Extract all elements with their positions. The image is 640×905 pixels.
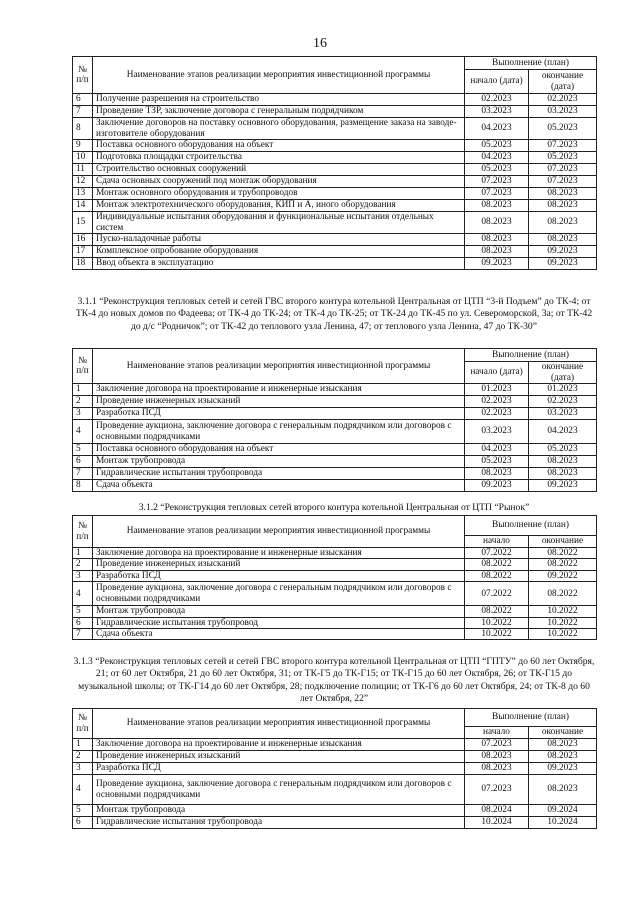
row-end-date: 08.2023: [529, 234, 597, 246]
row-number: 6: [73, 817, 93, 829]
row-start-date: 07.2022: [465, 582, 529, 606]
row-stage-name: Проведение инженерных изысканий: [93, 751, 465, 763]
row-end-date: 10.2022: [529, 617, 597, 628]
row-stage-name: Проведение аукциона, заключение договора с генеральным подрядчиком или договоров с основными подрядчиками: [93, 582, 465, 606]
row-stage-name: Проведение ТЗР, заключение договора с генеральным подрядчиком: [93, 106, 465, 118]
table-row: [73, 751, 597, 763]
row-stage-name: Монтаж трубопровода: [93, 456, 465, 468]
table-row: [73, 246, 597, 258]
row-start-date: 10.2022: [465, 617, 529, 628]
row-end-date: 09.2022: [529, 570, 597, 581]
row-end-date: 08.2023: [529, 775, 597, 805]
header-end: окончание: [529, 536, 597, 548]
row-start-date: 02.2023: [465, 94, 529, 106]
table-row: [73, 188, 597, 200]
row-start-date: 10.2024: [465, 817, 529, 829]
row-end-date: 02.2023: [529, 94, 597, 106]
table-row: [73, 570, 597, 581]
row-end-date: 08.2023: [529, 200, 597, 212]
row-number: 5: [73, 444, 93, 456]
row-number: 18: [73, 258, 93, 270]
schedule-table-1: [72, 56, 597, 270]
row-number: 10: [73, 152, 93, 164]
table-row: [73, 468, 597, 480]
header-start: начало: [465, 536, 529, 548]
row-end-date: 01.2023: [529, 384, 597, 396]
row-stage-name: Сдача объекта: [93, 629, 465, 640]
row-end-date: 02.2023: [529, 396, 597, 408]
header-name: Наименование этапов реализации мероприятия инвестиционной программы: [93, 709, 465, 739]
row-number: 6: [73, 94, 93, 106]
table-body: [73, 384, 597, 492]
row-stage-name: Проведение аукциона, заключение договора с генеральным подрядчиком или договоров с основными подрядчиками: [93, 775, 465, 805]
row-end-date: 08.2022: [529, 559, 597, 570]
row-end-date: 07.2023: [529, 176, 597, 188]
row-number: 11: [73, 164, 93, 176]
row-start-date: 08.2022: [465, 559, 529, 570]
header-name: Наименование этапов реализации мероприятия инвестиционной программы: [93, 516, 465, 548]
header-num: № п/п: [73, 516, 93, 548]
row-end-date: 03.2023: [529, 408, 597, 420]
row-end-date: 09.2024: [529, 805, 597, 817]
header-start: начало: [465, 727, 529, 739]
row-stage-name: Пуско-наладочные работы: [93, 234, 465, 246]
row-number: 14: [73, 200, 93, 212]
table-row: [73, 775, 597, 805]
row-number: 15: [73, 212, 93, 234]
row-stage-name: Гидравлические испытания трубопровода: [93, 468, 465, 480]
table-row: [73, 559, 597, 570]
row-end-date: 08.2022: [529, 582, 597, 606]
row-number: 4: [73, 775, 93, 805]
row-start-date: 07.2023: [465, 176, 529, 188]
table-row: [73, 408, 597, 420]
table-body: [73, 548, 597, 640]
header-start: начало (дата): [465, 70, 529, 94]
header-num: № п/п: [73, 349, 93, 384]
row-start-date: 08.2023: [465, 234, 529, 246]
row-number: 5: [73, 805, 93, 817]
row-number: 7: [73, 468, 93, 480]
row-stage-name: Заключение договоров на поставку основного оборудования, размещение заказа на заводе-изготовителе оборудования: [93, 118, 465, 140]
row-stage-name: Строительство основных сооружений: [93, 164, 465, 176]
row-start-date: 03.2023: [465, 420, 529, 444]
table-row: [73, 629, 597, 640]
row-start-date: 08.2023: [465, 763, 529, 775]
table-row: [73, 420, 597, 444]
row-number: 8: [73, 480, 93, 492]
row-stage-name: Заключение договора на проектирование и инженерные изыскания: [93, 548, 465, 559]
table-row: [73, 118, 597, 140]
row-end-date: 03.2023: [529, 106, 597, 118]
row-stage-name: Заключение договора на проектирование и инженерные изыскания: [93, 739, 465, 751]
header-end: окончание (дата): [529, 362, 597, 384]
row-stage-name: Разработка ПСД: [93, 763, 465, 775]
row-start-date: 07.2023: [465, 188, 529, 200]
row-end-date: 08.2023: [529, 456, 597, 468]
table-row: [73, 817, 597, 829]
schedule-table-4: [72, 708, 597, 829]
row-start-date: 08.2023: [465, 751, 529, 763]
row-number: 3: [73, 763, 93, 775]
table-row: [73, 200, 597, 212]
row-start-date: 08.2023: [465, 468, 529, 480]
row-end-date: 05.2023: [529, 118, 597, 140]
header-exec: Выполнение (план): [465, 57, 597, 70]
row-start-date: 05.2023: [465, 140, 529, 152]
row-start-date: 10.2022: [465, 629, 529, 640]
row-stage-name: Монтаж электротехнического оборудования, КИП и А, иного оборудования: [93, 200, 465, 212]
row-stage-name: Гидравлические испытания трубопровода: [93, 817, 465, 829]
row-number: 1: [73, 384, 93, 396]
row-number: 3: [73, 408, 93, 420]
row-stage-name: Разработка ПСД: [93, 408, 465, 420]
row-start-date: 04.2023: [465, 152, 529, 164]
table-row: [73, 456, 597, 468]
row-end-date: 04.2023: [529, 420, 597, 444]
row-stage-name: Гидравлические испытания трубопровод: [93, 617, 465, 628]
row-end-date: 08.2022: [529, 548, 597, 559]
table-row: [73, 234, 597, 246]
table-row: [73, 258, 597, 270]
header-end: окончание (дата): [529, 70, 597, 94]
table-row: [73, 617, 597, 628]
header-exec: Выполнение (план): [465, 709, 597, 727]
row-number: 17: [73, 246, 93, 258]
row-stage-name: Поставка основного оборудования на объект: [93, 444, 465, 456]
row-stage-name: Получение разрешения на строительство: [93, 94, 465, 106]
table-row: [73, 396, 597, 408]
schedule-table-2: [72, 348, 597, 492]
section-caption-3-1-2: 3.1.2 “Реконструкция тепловых сетей второго контура котельной Центральная от ЦТП “Рынок”: [138, 502, 530, 513]
table-row: [73, 152, 597, 164]
row-number: 13: [73, 188, 93, 200]
table-block-2: [72, 348, 597, 492]
table-row: [73, 140, 597, 152]
row-stage-name: Комплексное опробование оборудования: [93, 246, 465, 258]
row-end-date: 09.2023: [529, 258, 597, 270]
row-end-date: 05.2023: [529, 444, 597, 456]
row-stage-name: Проведение инженерных изысканий: [93, 396, 465, 408]
row-number: 7: [73, 629, 93, 640]
row-start-date: 03.2023: [465, 106, 529, 118]
row-end-date: 09.2023: [529, 763, 597, 775]
table-row: [73, 176, 597, 188]
row-number: 4: [73, 420, 93, 444]
schedule-table-3: [72, 515, 597, 640]
row-start-date: 08.2024: [465, 805, 529, 817]
header-name: Наименование этапов реализации мероприятия инвестиционной программы: [93, 349, 465, 384]
row-end-date: 09.2023: [529, 480, 597, 492]
table-row: [73, 606, 597, 617]
row-start-date: 08.2023: [465, 212, 529, 234]
row-end-date: 08.2023: [529, 188, 597, 200]
row-number: 9: [73, 140, 93, 152]
page-number: 16: [313, 36, 327, 51]
row-start-date: 08.2022: [465, 570, 529, 581]
row-start-date: 05.2023: [465, 456, 529, 468]
row-stage-name: Монтаж трубопровода: [93, 805, 465, 817]
row-number: 4: [73, 582, 93, 606]
row-stage-name: Монтаж трубопровода: [93, 606, 465, 617]
row-end-date: 07.2023: [529, 164, 597, 176]
header-end: окончание: [529, 727, 597, 739]
table-row: [73, 739, 597, 751]
table-row: [73, 763, 597, 775]
row-stage-name: Проведение инженерных изысканий: [93, 559, 465, 570]
row-end-date: 08.2023: [529, 751, 597, 763]
row-end-date: 10.2024: [529, 817, 597, 829]
row-number: 12: [73, 176, 93, 188]
row-stage-name: Проведение аукциона, заключение договора с генеральным подрядчиком или договоров с основными подрядчиками: [93, 420, 465, 444]
row-start-date: 09.2023: [465, 258, 529, 270]
header-exec: Выполнение (план): [465, 349, 597, 362]
row-start-date: 08.2022: [465, 606, 529, 617]
row-stage-name: Индивидуальные испытания оборудования и функциональные испытания отдельных систем: [93, 212, 465, 234]
row-number: 3: [73, 570, 93, 581]
row-stage-name: Подготовка площадки строительства: [93, 152, 465, 164]
row-stage-name: Монтаж основного оборудования и трубопроводов: [93, 188, 465, 200]
section-caption-3-1-3: 3.1.3 “Реконструкция тепловых сетей и сетей ГВС второго контура котельной Центральная от ЦТП “ГПТУ” до 60 лет Октября, 21; от 60 лет Октября, 21 до 60 лет Октября, 31; от ТК-Г5 до ТК-Г15; от ТК-Г15 до 60 лет Октября, 26; от ТК-Г15 до музыкальной школы; от ТК-Г14 до 60 лет Октября, 28; подключение полиции; от ТК-Г6 до 60 лет Октября, 24; от ТК-8 до 60 лет Октября, 22”: [73, 656, 595, 705]
row-end-date: 08.2023: [529, 212, 597, 234]
row-stage-name: Заключение договора на проектирование и инженерные изыскания: [93, 384, 465, 396]
row-start-date: 07.2022: [465, 548, 529, 559]
row-number: 6: [73, 456, 93, 468]
header-name: Наименование этапов реализации мероприятия инвестиционной программы: [93, 57, 465, 94]
row-stage-name: Ввод объекта в эксплуатацию: [93, 258, 465, 270]
row-stage-name: Сдача объекта: [93, 480, 465, 492]
section-caption-3-1-1: 3.1.1 “Реконструкция тепловых сетей и сетей ГВС второго контура котельной Центральная от ЦТП “3-й Подъем” до ТК-4; от ТК-4 до новых домов по Фадеева; от ТК-4 до ТК-24; от ТК-4 до ТК-25; от ТК-24 до ТК-45 по ул. Североморской, 3а; от ТК-42 до д/с “Родничок”; от ТК-42 до теплового узла Ленина, 47; от теплового узла Ленина, 47 до ТК-30”: [75, 296, 593, 332]
table-row: [73, 212, 597, 234]
table-row: [73, 164, 597, 176]
table-row: [73, 582, 597, 606]
row-end-date: 10.2022: [529, 606, 597, 617]
row-number: 2: [73, 396, 93, 408]
row-start-date: 08.2023: [465, 246, 529, 258]
row-number: 1: [73, 548, 93, 559]
table-block-3: [72, 515, 597, 640]
table-block-1: [72, 56, 597, 270]
header-start: начало (дата): [465, 362, 529, 384]
row-start-date: 09.2023: [465, 480, 529, 492]
table-body: [73, 739, 597, 829]
row-start-date: 01.2023: [465, 384, 529, 396]
row-number: 5: [73, 606, 93, 617]
row-start-date: 07.2023: [465, 739, 529, 751]
row-number: 2: [73, 559, 93, 570]
row-stage-name: Сдача основных сооружений под монтаж оборудования: [93, 176, 465, 188]
table-body: [73, 94, 597, 270]
row-start-date: 07.2023: [465, 775, 529, 805]
header-num: № п/п: [73, 57, 93, 94]
row-end-date: 08.2023: [529, 468, 597, 480]
row-start-date: 04.2023: [465, 118, 529, 140]
table-row: [73, 480, 597, 492]
table-row: [73, 805, 597, 817]
header-num: № п/п: [73, 709, 93, 739]
row-number: 16: [73, 234, 93, 246]
row-number: 1: [73, 739, 93, 751]
row-start-date: 02.2023: [465, 396, 529, 408]
row-stage-name: Поставка основного оборудования на объект: [93, 140, 465, 152]
row-start-date: 02.2023: [465, 408, 529, 420]
row-number: 6: [73, 617, 93, 628]
row-start-date: 08.2023: [465, 200, 529, 212]
row-end-date: 10.2022: [529, 629, 597, 640]
row-end-date: 07.2023: [529, 140, 597, 152]
row-end-date: 08.2023: [529, 739, 597, 751]
header-exec: Выполнение (план): [465, 516, 597, 536]
table-row: [73, 444, 597, 456]
table-row: [73, 94, 597, 106]
row-stage-name: Разработка ПСД: [93, 570, 465, 581]
row-end-date: 05.2023: [529, 152, 597, 164]
row-number: 2: [73, 751, 93, 763]
table-row: [73, 548, 597, 559]
row-start-date: 04.2023: [465, 444, 529, 456]
row-number: 8: [73, 118, 93, 140]
row-end-date: 09.2023: [529, 246, 597, 258]
table-row: [73, 106, 597, 118]
row-start-date: 05.2023: [465, 164, 529, 176]
table-block-4: [72, 708, 597, 829]
row-number: 7: [73, 106, 93, 118]
table-row: [73, 384, 597, 396]
